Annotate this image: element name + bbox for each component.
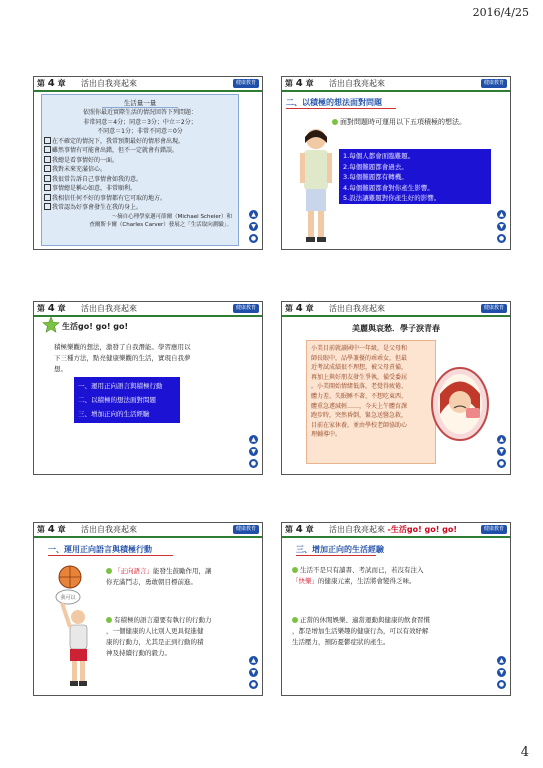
chapter-label: 第 4 章 [285, 524, 314, 535]
bullet-icon [106, 617, 112, 623]
nav-buttons [249, 207, 258, 243]
checkbox-icon[interactable] [44, 175, 51, 182]
basketball-boy-illustration [48, 563, 106, 691]
logo: 健康教育 [233, 304, 259, 313]
question-item[interactable]: 我總是看事情好的一面。 [42, 156, 238, 166]
circle-down-icon[interactable]: ▼ [249, 447, 258, 456]
story-title: 美麗與哀愁．學子淚青春 [352, 324, 440, 333]
slide-2 [281, 76, 511, 250]
slide-title: 活出自我亮起來 [329, 79, 385, 88]
intro-text: 依照你最近實際生活的情況回答下列問題： [82, 109, 197, 116]
circle-home-icon[interactable]: ● [250, 460, 257, 467]
circle-home-icon[interactable]: ● [250, 235, 257, 242]
questionnaire-box [41, 94, 239, 246]
chapter-label: 第 4 章 [285, 303, 314, 314]
chapter-label: 第 4 章 [37, 78, 66, 89]
action-paragraph: 有積極的語言還要有執行的行動力 ，一個健康的人比別人更具促進健 康的行動力，尤其是正到行動的積 神及持續行動的毅力。 [106, 616, 212, 657]
question-item[interactable]: 我相信任何不好的事情都有它可取的地方。 [42, 194, 238, 204]
section-subtitle: 生活go! go! go! [62, 322, 129, 331]
star-icon [42, 316, 60, 334]
lead-text: 面對問題時可運用以下五項積極的想法。 [332, 117, 466, 127]
list-item: 5.設法讓難題對你產生好的影響。 [343, 194, 441, 202]
circle-down-icon[interactable]: ▼ [497, 447, 506, 456]
ball-label: 我可以 [60, 595, 76, 601]
circle-up-icon[interactable]: ▲ [497, 210, 506, 219]
intro-paragraph: 積極樂觀的想法，激發了自我潛能。學習應用以 下三種方法，點亮健康樂觀的生活，實現自我夢 想。 [54, 343, 191, 373]
circle-home-icon[interactable]: ● [250, 681, 257, 688]
list-item[interactable]: 一、運用正向語言與積極行動 [78, 382, 163, 390]
slide-title: 活出自我亮起來 [81, 304, 137, 313]
student-girl-illustration [290, 123, 342, 245]
circle-up-icon[interactable]: ▲ [249, 435, 258, 444]
checkbox-icon[interactable] [44, 137, 51, 144]
slide-title: 活出自我亮起來 [329, 304, 385, 313]
chapter-label: 第 4 章 [37, 303, 66, 314]
circle-down-icon[interactable]: ▼ [497, 668, 506, 677]
bullet-icon [292, 567, 298, 573]
subtitle-underline [296, 555, 376, 556]
checkbox-icon[interactable] [44, 184, 51, 191]
slide-title: 活出自我亮起來 -生活go! go! go! [329, 525, 458, 534]
methods-list [74, 377, 180, 423]
list-item: 3.每個難題都有轉機。 [343, 173, 408, 181]
source-note: ～摘自心理學家邁可薛爾（Michael Scheier）和 [111, 213, 232, 220]
question-item[interactable]: 我很常告訴自己事情會如我的意。 [42, 175, 238, 185]
slide-4 [281, 301, 511, 475]
print-date: 2016/4/25 [472, 6, 529, 19]
logo: 健康教育 [481, 79, 507, 88]
circle-up-icon[interactable]: ▲ [249, 656, 258, 665]
slide-6 [281, 522, 511, 696]
section-subtitle: 二、以積極的想法面對問題 [286, 98, 382, 107]
list-item: 4.每個難題都會對你產生影響。 [343, 183, 434, 192]
chapter-label: 第 4 章 [37, 524, 66, 535]
box-title: 生活量一量 [102, 98, 178, 108]
sad-girl-illustration [430, 364, 490, 442]
nav-buttons [497, 653, 506, 689]
logo: 健康教育 [481, 304, 507, 313]
question-item[interactable]: 我對未來充滿信心。 [42, 165, 238, 175]
circle-down-icon[interactable]: ▼ [249, 668, 258, 677]
slide-3 [33, 301, 263, 475]
slide-header [34, 77, 262, 92]
checkbox-icon[interactable] [44, 194, 51, 201]
logo: 健康教育 [481, 525, 507, 534]
circle-down-icon[interactable]: ▼ [249, 222, 258, 231]
life-experience-paragraph: 生活不是只有讀書、考試而已，若沒有注入 「快樂」的健康元素，生活將會變得乏味。 [292, 566, 424, 585]
slide-header [282, 302, 510, 317]
bullet-icon [292, 617, 298, 623]
checkbox-icon[interactable] [44, 203, 51, 210]
list-item[interactable]: 三、增加正向的生活經驗 [78, 410, 150, 418]
slide-header [282, 523, 510, 538]
positive-language-paragraph: 「正向語言」能發生鼓勵作用，讓 你充滿鬥志，勇敢朝目標前進。 [106, 567, 212, 586]
circle-home-icon[interactable]: ● [498, 460, 505, 467]
list-item: 2.每個難題都會過去。 [343, 162, 408, 171]
points-list [339, 149, 491, 204]
slide-title: 活出自我亮起來 [81, 525, 137, 534]
circle-up-icon[interactable]: ▲ [497, 435, 506, 444]
checkbox-icon[interactable] [44, 146, 51, 153]
leisure-paragraph: 正當的休閒娛樂、適當運動與健康的飲食習慣 ，都是增加生活樂趣的健康行為，可以有效紓解 生活壓力，預防憂鬱症狀的產生。 [292, 616, 430, 646]
subtitle-underline [48, 555, 173, 556]
slide-header [282, 77, 510, 92]
list-item[interactable]: 二、以積極的想法面對問題 [78, 396, 156, 404]
question-item[interactable]: 我常認為好事會發生在我的身上。 [42, 203, 238, 213]
circle-home-icon[interactable]: ● [498, 235, 505, 242]
chapter-label: 第 4 章 [285, 78, 314, 89]
scale-text: 非常同意＝4分；同意＝3分；中立＝2分； [83, 118, 197, 126]
scale-text: 不同意＝1分；非常不同意＝0分 [97, 128, 183, 135]
nav-buttons [249, 653, 258, 689]
slide-1 [33, 76, 263, 250]
question-item[interactable]: 事情總是稱心如意，非常順利。 [42, 184, 238, 194]
question-item[interactable]: 雖然事情有可能會出錯，但不一定就會有錯誤。 [42, 146, 238, 156]
nav-buttons [497, 207, 506, 243]
circle-up-icon[interactable]: ▲ [497, 656, 506, 665]
checkbox-icon[interactable] [44, 156, 51, 163]
list-item: 1.每個人都會面臨難題。 [343, 152, 415, 160]
section-subtitle: 一、運用正向語言與積極行動 [48, 545, 152, 554]
question-item[interactable]: 在不確定的情況下，我常預期最好的情形會出現。 [42, 137, 238, 147]
circle-home-icon[interactable]: ● [498, 681, 505, 688]
circle-down-icon[interactable]: ▼ [497, 222, 506, 231]
page-number: 4 [520, 745, 529, 760]
nav-buttons [249, 432, 258, 468]
story-box: 小美目前就讀國中一年級，是父母和 師長眼中，品學兼優的乖乖女，但最 近考試成績很不理想，被父母責備， 再加上與好朋友發生爭執，備受委屈 。小美開始情緒低落，老覺得疲倦、 體力差、失眠睡不著、不想吃東西、 體重急遽減輕……，今天上午體育課 跑步時，突然昏倒，緊急送醫急救， 目前在家休養，並由學校老師協助心 理輔導中。 [306, 340, 436, 464]
bullet-icon [106, 568, 112, 574]
slide-title: 活出自我亮起來 [81, 79, 137, 88]
section-subtitle: 三、增加正向的生活經驗 [296, 545, 384, 554]
checkbox-icon[interactable] [44, 165, 51, 172]
slide-header [34, 523, 262, 538]
subtitle-underline [286, 108, 396, 109]
source-note: 查爾斯卡爾（Charles Carver）發展之「生活取向測驗」。 [89, 221, 232, 228]
slide-header [34, 302, 262, 317]
slide-5 [33, 522, 263, 696]
logo: 健康教育 [233, 79, 259, 88]
logo: 健康教育 [233, 525, 259, 534]
nav-buttons [497, 432, 506, 468]
circle-up-icon[interactable]: ▲ [249, 210, 258, 219]
